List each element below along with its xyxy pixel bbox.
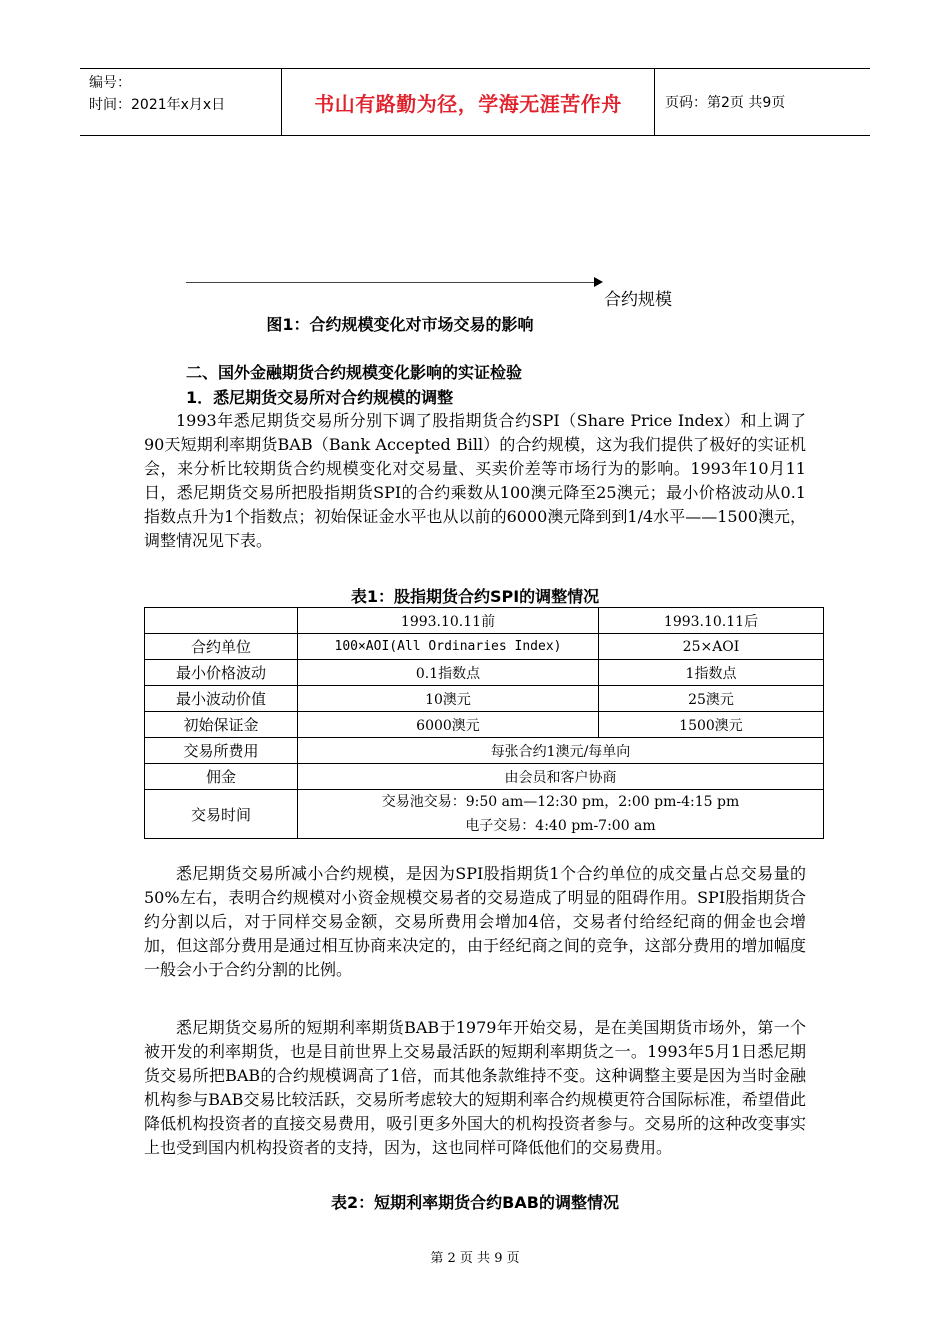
table-row: [145, 634, 824, 660]
figure-axis-line: [186, 282, 596, 283]
cell-merged: 每张合约1澳元/每单向: [298, 738, 824, 764]
row-label: 最小价格波动: [145, 660, 298, 686]
page-footer: 第 2 页 共 9 页: [430, 1251, 520, 1266]
cell-merged: 由会员和客户协商: [298, 764, 824, 790]
header-page-info: 页码：第2页 共9页: [665, 95, 786, 111]
document-date: 时间：2021年x月x日: [89, 97, 226, 113]
section-heading: 二、国外金融期货合约规模变化影响的实证检验: [186, 363, 523, 382]
cell-after: 1指数点: [599, 660, 824, 686]
row-label: 交易时间: [145, 790, 298, 839]
row-label: 合约单位: [145, 634, 298, 660]
column-header-before: 1993.10.11前: [298, 608, 599, 634]
spi-adjustment-table: [144, 607, 824, 839]
cell-before: 10澳元: [298, 686, 599, 712]
cell-before: 100×AOI(All Ordinaries Index): [298, 634, 599, 660]
row-label: 佣金: [145, 764, 298, 790]
section-subheading: 1．悉尼期货交易所对合约规模的调整: [186, 388, 454, 407]
table-row: [145, 764, 824, 790]
cell-before: 0.1指数点: [298, 660, 599, 686]
table-header-row: [145, 608, 824, 634]
column-header-after: 1993.10.11后: [599, 608, 824, 634]
table2-caption: 表2：短期利率期货合约BAB的调整情况: [331, 1193, 619, 1212]
page-header: [80, 68, 870, 136]
cell-before: 6000澳元: [298, 712, 599, 738]
table-row: [145, 790, 824, 839]
paragraph-3: 悉尼期货交易所的短期利率期货BAB于1979年开始交易，是在美国期货市场外，第一个被开发的利率期货，也是目前世界上交易最活跃的短期利率期货之一。1993年5月1日悉尼期货交易所把BAB的合约规模调高了1倍，而其他条款维持不变。这种调整主要是因为当时金融机构参与BAB交易比较活跃，交易所考虑较大的短期利率合约规模更符合国际标准，希望借此降低机构投资者的直接交易费用，吸引更多外国大的机构投资者参与。交易所的这种改变事实上也受到国内机构投资者的支持，因为，这也同样可降低他们的交易费用。: [144, 1018, 806, 1157]
table-row: [145, 660, 824, 686]
row-label: 交易所费用: [145, 738, 298, 764]
table-row: [145, 686, 824, 712]
figure-axis-label: 合约规模: [604, 290, 672, 310]
row-label: 最小波动价值: [145, 686, 298, 712]
header-motto: 书山有路勤为径，学海无涯苦作舟: [282, 69, 655, 135]
table-row: [145, 712, 824, 738]
paragraph-1: 1993年悉尼期货交易所分别下调了股指期货合约SPI（Share Price Index）和上调了90天短期利率期货BAB（Bank Accepted Bill）的合约规模，这为我们提供了极好的实证机会，来分析比较期货合约规模变化对交易量、买卖价差等市场行为的影响。1993年10月11日，悉尼期货交易所把股指期货SPI的合约乘数从100澳元降至25澳元；最小价格波动从0.1指数点升为1个指数点；初始保证金水平也从以前的6000澳元降到到1/4水平——1500澳元，调整情况见下表。: [144, 411, 806, 550]
cell-after: 1500澳元: [599, 712, 824, 738]
cell-after: 25澳元: [599, 686, 824, 712]
figure-caption: 图1：合约规模变化对市场交易的影响: [266, 315, 534, 334]
table1-caption: 表1：股指期货合约SPI的调整情况: [350, 587, 600, 606]
table-corner-cell: [145, 608, 298, 634]
header-meta: [80, 69, 282, 135]
row-label: 初始保证金: [145, 712, 298, 738]
document-number: 编号：: [89, 75, 131, 91]
figure-axis-arrow-icon: [594, 277, 603, 287]
trading-hours-floor: 交易池交易：9:50 am—12:30 pm，2:00 pm-4:15 pm: [381, 794, 740, 810]
cell-after: 25×AOI: [599, 634, 824, 660]
trading-hours-electronic: 电子交易：4:40 pm-7:00 am: [465, 818, 656, 834]
cell-merged: [298, 790, 824, 839]
paragraph-2: 悉尼期货交易所减小合约规模，是因为SPI股指期货1个合约单位的成交量占总交易量的50%左右，表明合约规模对小资金规模交易者的交易造成了明显的阻碍作用。SPI股指期货合约分割以后，对于同样交易金额，交易所费用会增加4倍，交易者付给经纪商的佣金也会增加，但这部分费用是通过相互协商来决定的，由于经纪商之间的竞争，这部分费用的增加幅度一般会小于合约分割的比例。: [144, 864, 806, 979]
table-row: [145, 738, 824, 764]
